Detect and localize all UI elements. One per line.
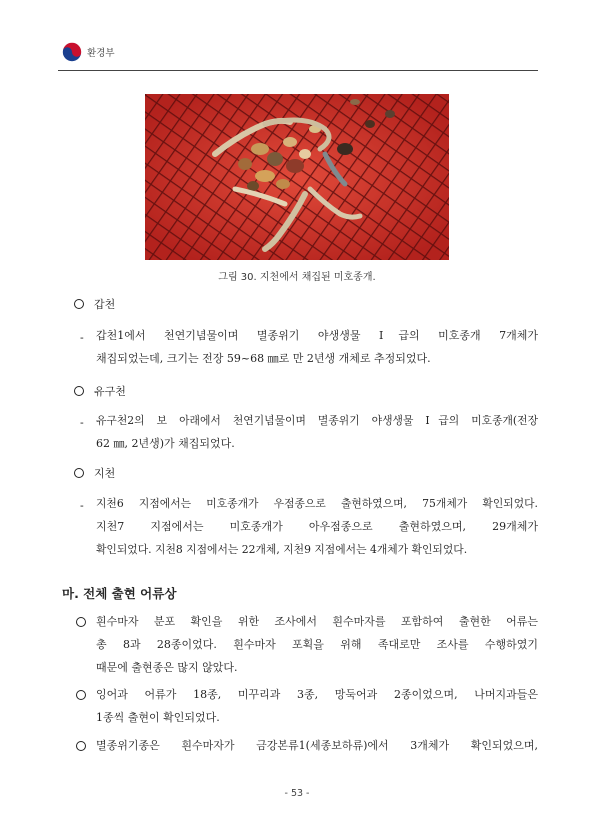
paragraph-line: 지천7 지점에서는 미호종개가 아우점종으로 출현하였으며, 29개체가 bbox=[96, 520, 538, 533]
dash-marker: - bbox=[80, 499, 84, 512]
paragraph-line: 1종씩 출현이 확인되었다. bbox=[96, 711, 220, 724]
dash-marker: - bbox=[80, 416, 84, 429]
paragraph-line: 갑천1에서 천연기념물이며 멸종위기 야생생물 Ⅰ급의 미호종개 7개체가 bbox=[96, 329, 538, 342]
paragraph-line: 총 8과 28종이었다. 흰수마자 포획을 위해 족대로만 조사를 수행하였기 bbox=[96, 638, 538, 651]
circle-bullet-icon bbox=[74, 468, 84, 478]
dash-marker: - bbox=[80, 331, 84, 344]
section-heading-gapcheon: 갑천 bbox=[74, 296, 115, 312]
paragraph-line: 때문에 출현종은 많지 않았다. bbox=[96, 661, 238, 674]
paragraph-line: 흰수마자 분포 확인을 위한 조사에서 흰수마자를 포함하여 출현한 어류는 bbox=[96, 615, 538, 628]
header bbox=[62, 42, 115, 62]
paragraph-line: 멸종위기종은 흰수마자가 금강본류1(세종보하류)에서 3개체가 확인되었으며, bbox=[96, 739, 538, 752]
section-title: 마. 전체 출현 어류상 bbox=[62, 586, 177, 601]
fish-photo bbox=[145, 94, 449, 260]
paragraph-line: 확인되었다. 지천8 지점에서는 22개체, 지천9 지점에서는 4개체가 확인되었다. bbox=[96, 543, 468, 556]
paragraph-line: 잉어과 어류가 18종, 미꾸리과 3종, 망둑어과 2종이었으며, 나머지과들은 bbox=[96, 688, 538, 701]
paragraph-line: 지천6 지점에서는 미호종개가 우점종으로 출현하였으며, 75개체가 확인되었다. bbox=[96, 497, 538, 510]
paragraph-line: 채집되었는데, 크기는 전장 59~68 ㎜로 만 2년생 개체로 추정되었다. bbox=[96, 352, 431, 365]
circle-bullet-icon bbox=[76, 690, 96, 700]
government-emblem-icon bbox=[62, 42, 82, 62]
section-heading-jicheon: 지천 bbox=[74, 465, 115, 481]
circle-bullet-icon bbox=[74, 299, 84, 309]
figure-caption: 그림 30. 지천에서 채집된 미호종개. bbox=[218, 272, 376, 283]
paragraph-line: 62 ㎜, 2년생)가 채집되었다. bbox=[96, 437, 235, 450]
circle-bullet-icon bbox=[74, 386, 84, 396]
section-heading-yugucheon: 유구천 bbox=[74, 383, 126, 399]
paragraph-line: 유구천2의 보 아래에서 천연기념물이며 멸종위기 야생생물 Ⅰ급의 미호종개(전장 bbox=[96, 414, 538, 427]
circle-bullet-icon bbox=[76, 617, 96, 627]
page-number: - 53 - bbox=[284, 788, 310, 799]
header-rule bbox=[58, 70, 538, 71]
agency-name: 환경부 bbox=[87, 48, 115, 59]
circle-bullet-icon bbox=[76, 741, 96, 751]
